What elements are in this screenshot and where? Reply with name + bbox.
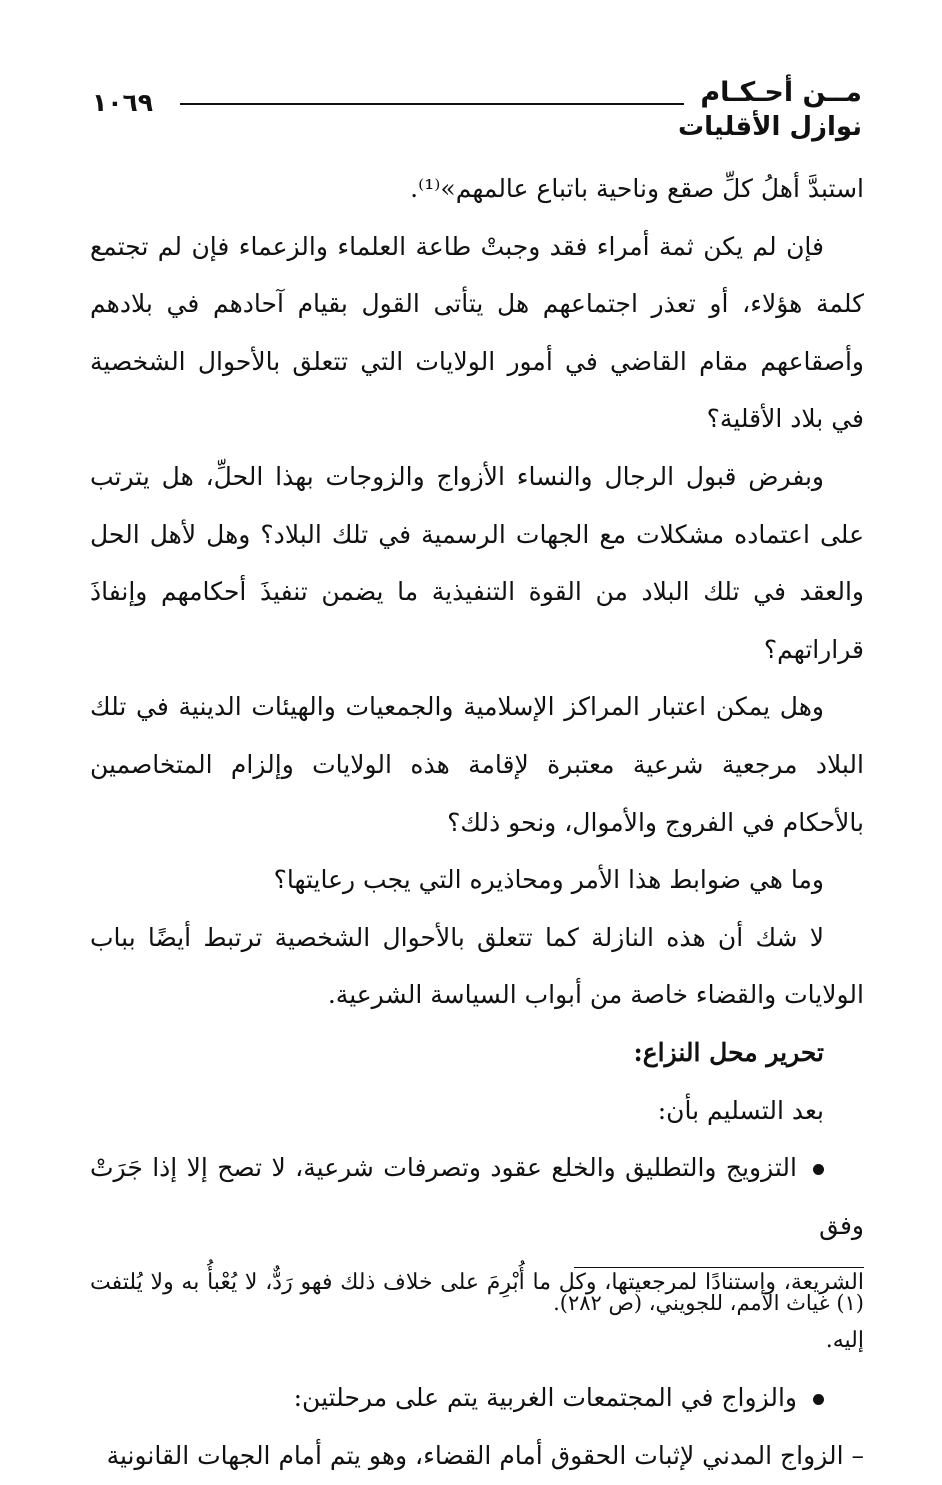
bullet-item-1-text: التزويج والتطليق والخلع عقود وتصرفات شرعية، لا تصح إلا إذا جَرَتْ وفق — [90, 1153, 864, 1240]
header-rule — [180, 103, 684, 105]
footnote-rule — [574, 1267, 864, 1268]
bullet-dot-icon — [813, 1394, 824, 1405]
bullet-item-2-text: والزواج في المجتمعات الغربية يتم على مرحلتين: — [293, 1383, 797, 1413]
paragraph-4: وهل يمكن اعتبار المراكز الإسلامية والجمعيات والهيئات الدينية في تلك البلاد مرجعية شرعية معتبرة لإقامة هذه الولايات وإلزام المتخاصمين بالأحكام في الفروج والأموال، ونحو ذلك؟ — [90, 692, 864, 837]
section-heading: تحرير محل النزاع: — [633, 1037, 824, 1067]
bullet-item-1-continuation: الشريعة، واستنادًا لمرجعيتها، وكل ما أُبْرِمَ على خلاف ذلك فهو رَدٌّ، لا يُعْبأُ به ولا يُلتفت إليه. — [90, 1270, 864, 1353]
page-number: ١٠٦٩ — [92, 88, 154, 117]
running-title-line2: نوازل الأقليات — [678, 112, 862, 142]
dash-item-1: – الزواج المدني لإثبات الحقوق أمام القضاء، وهو يتم أمام الجهات القانونية — [106, 1441, 864, 1471]
paragraph-5: وما هي ضوابط هذا الأمر ومحاذيره التي يجب رعايتها؟ — [273, 865, 824, 895]
paragraph-1: استبدَّ أهلُ كلِّ صقع وناحية باتباع عالمهم»⁽¹⁾. — [410, 174, 864, 203]
paragraph-6: لا شك أن هذه النازلة كما تتعلق بالأحوال الشخصية ترتبط أيضًا بباب الولايات والقضاء خاصة من أبواب السياسة الشرعية. — [90, 922, 864, 1010]
bullet-dot-icon — [813, 1164, 824, 1175]
page-header — [92, 76, 862, 146]
intro-line: بعد التسليم بأن: — [657, 1095, 824, 1125]
bullet-item-1 — [90, 1139, 864, 1254]
paragraph-3: وبفرض قبول الرجال والنساء الأزواج والزوجات بهذا الحلِّ، هل يترتب على اعتماده مشكلات مع الجهات الرسمية في تلك البلاد؟ وهل لأهل الحل والعقد في تلك البلاد من القوة التنفيذية ما يضمن تنفيذَ أحكامهم وإنفاذَ قراراتهم؟ — [90, 461, 864, 664]
bullet-item-2 — [90, 1369, 864, 1427]
paragraph-2: فإن لم يكن ثمة أمراء فقد وجبتْ طاعة العلماء والزعماء فإن لم تجتمع كلمة هؤلاء، أو تعذر اجتماعهم هل يتأتى القول بقيام آحادهم في بلادهم وأصقاعهم مقام القاضي في أمور الولايات التي تتعلق بالأحوال الشخصية في بلاد الأقلية؟ — [90, 231, 864, 434]
running-title-line1: مــن أحـكـام — [700, 77, 862, 108]
footnote: (١) غياث الأمم، للجويني، (ص ٢٨٢). — [553, 1291, 864, 1315]
